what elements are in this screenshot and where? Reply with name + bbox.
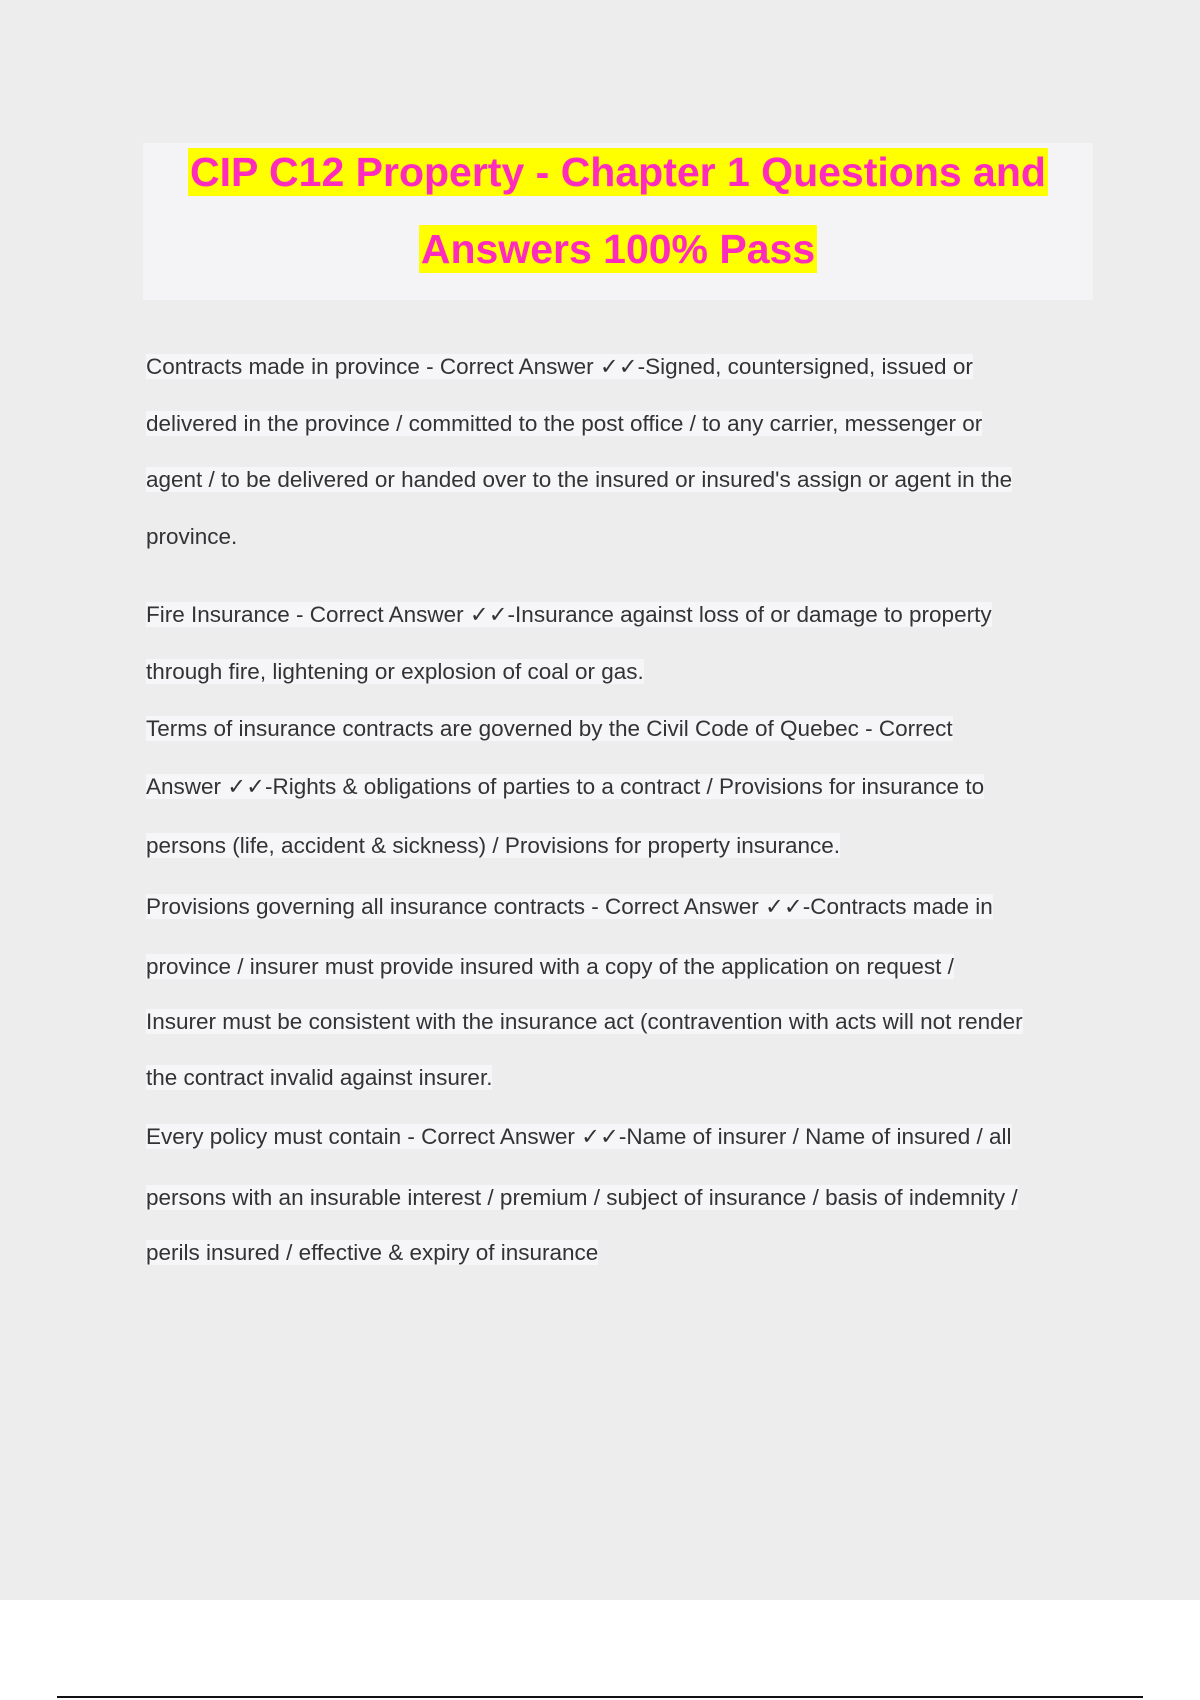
body-line-text: Provisions governing all insurance contracts - Correct Answer ✓✓-Contracts made in [146, 894, 993, 919]
body-line-text: Insurer must be consistent with the insurance act (contravention with acts will not render [146, 1009, 1023, 1034]
body-line [146, 1007, 1023, 1037]
body-line-text: delivered in the province / committed to the post office / to any carrier, messenger or [146, 411, 983, 436]
body-line-text: persons (life, accident & sickness) / Provisions for property insurance. [146, 833, 841, 858]
body-line-text: Fire Insurance - Correct Answer ✓✓-Insurance against loss of or damage to property [146, 602, 992, 627]
body-line [146, 465, 1012, 495]
document-title-line-1 [143, 147, 1093, 197]
body-line-text: Contracts made in province - Correct Answer ✓✓-Signed, countersigned, issued or [146, 354, 973, 379]
body-line-text: Terms of insurance contracts are governed by the Civil Code of Quebec - Correct [146, 716, 953, 741]
body-line-text: perils insured / effective & expiry of insurance [146, 1240, 599, 1265]
body-line-text: the contract invalid against insurer. [146, 1065, 493, 1090]
body-line [146, 657, 644, 687]
title-block [143, 143, 1093, 300]
document-title-line-2 [143, 224, 1093, 274]
body-line [146, 1183, 1018, 1213]
title-text-1: CIP C12 Property - Chapter 1 Questions and [190, 149, 1046, 195]
body-line [146, 1238, 598, 1268]
body-line-text: through fire, lightening or explosion of coal or gas. [146, 659, 644, 684]
body-line [146, 522, 237, 552]
body-line [146, 409, 982, 439]
body-line-text: Answer ✓✓-Rights & obligations of parties to a contract / Provisions for insurance to [146, 774, 985, 799]
body-line [146, 772, 984, 802]
body-line [146, 1122, 1012, 1152]
body-line-text: Every policy must contain - Correct Answer ✓✓-Name of insurer / Name of insured / all [146, 1124, 1012, 1149]
body-line [146, 352, 973, 382]
body-line-text: province. [146, 524, 238, 549]
body-line [146, 831, 840, 861]
body-line [146, 1063, 492, 1093]
footer-rule [57, 1696, 1143, 1698]
body-line [146, 952, 954, 982]
body-line-text: province / insurer must provide insured with a copy of the application on request / [146, 954, 954, 979]
body-line [146, 600, 992, 630]
body-line-text: persons with an insurable interest / premium / subject of insurance / basis of indemnity / [146, 1185, 1018, 1210]
body-line-text: agent / to be delivered or handed over to the insured or insured's assign or agent in the [146, 467, 1013, 492]
body-line [146, 714, 953, 744]
body-line [146, 892, 993, 922]
title-text-2: Answers 100% Pass [420, 226, 816, 272]
